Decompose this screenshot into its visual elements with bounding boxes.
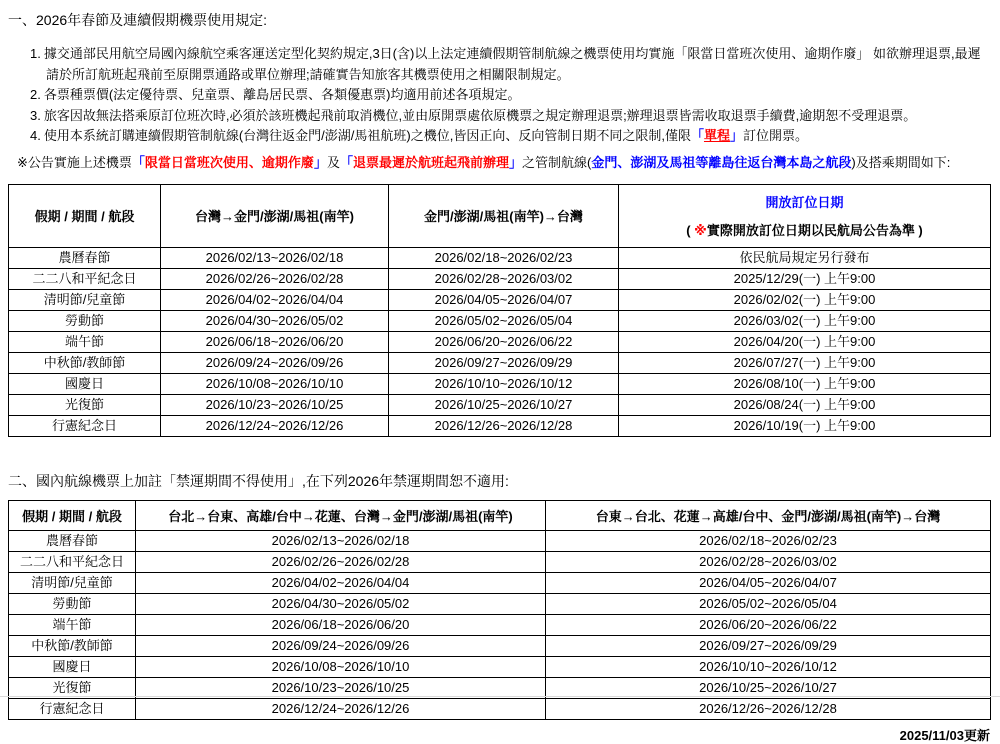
notice-text: 之管制航線( [522, 154, 592, 170]
cell-holiday: 二二八和平紀念日 [9, 551, 136, 572]
section1-heading: 一、2026年春節及連續假期機票使用規定: [8, 12, 268, 28]
table-row [9, 656, 991, 677]
table-row [9, 289, 991, 310]
rules-list [30, 44, 992, 147]
quote-bracket: 「 [131, 154, 145, 170]
table-row [9, 310, 991, 331]
cell-outbound-period: 2026/09/24~2026/09/26 [136, 635, 546, 656]
cell-inbound-period: 2026/10/25~2026/10/27 [389, 394, 619, 415]
rule-text: 旅客因故無法搭乘原訂位班次時,必須於該班機起飛前取消機位,並由原開票處依原機票之規定辦理退票;辦理退票皆需收取退票手續費,逾期恕不受理退票。 [43, 107, 917, 123]
table-row [9, 268, 991, 289]
cell-holiday: 國慶日 [9, 656, 136, 677]
rule-text: 使用本系統訂購連續假期管制航線(台灣往返金門/澎湖/馬祖航班)之機位,皆因正向、反向管制日期不同之限制,僅限 [43, 128, 691, 143]
cell-open-date: 2026/08/24(一) 上午9:00 [619, 394, 991, 415]
cell-inbound-period: 2026/06/20~2026/06/22 [546, 614, 991, 635]
cell-open-date: 2025/12/29(一) 上午9:00 [619, 268, 991, 289]
table-row [9, 551, 991, 572]
cell-outbound-period: 2026/10/23~2026/10/25 [161, 394, 389, 415]
notice-text: ※公告實施上述機票 [17, 154, 132, 170]
cell-open-date: 2026/04/20(一) 上午9:00 [619, 331, 991, 352]
booking-open-dates-table [8, 184, 991, 437]
cell-outbound-period: 2026/04/02~2026/04/04 [136, 572, 546, 593]
notice-text: 及 [326, 154, 340, 170]
cell-holiday: 二二八和平紀念日 [9, 268, 161, 289]
rule-text: 各票種票價(法定優待票、兒童票、離島居民票、各類優惠票)均適用前述各項規定。 [43, 87, 521, 102]
rule-number: 3. [30, 107, 41, 123]
refund-deadline-highlight: 退票最遲於航班起飛前辦理 [352, 154, 509, 170]
table2-header-row [9, 500, 991, 530]
quote-bracket: 「 [339, 154, 353, 170]
cell-inbound-period: 2026/04/05~2026/04/07 [389, 289, 619, 310]
cell-outbound-period: 2026/02/13~2026/02/18 [136, 530, 546, 551]
col-header-open-date [619, 184, 991, 247]
cell-inbound-period: 2026/12/26~2026/12/28 [389, 415, 619, 436]
table-row [9, 698, 991, 719]
cell-inbound-period: 2026/05/02~2026/05/04 [546, 593, 991, 614]
rule-item-3 [30, 106, 992, 127]
table-row [9, 677, 991, 698]
cell-outbound-period: 2026/04/30~2026/05/02 [161, 310, 389, 331]
cell-inbound-period: 2026/05/02~2026/05/04 [389, 310, 619, 331]
cell-holiday: 光復節 [9, 394, 161, 415]
section2-heading: 二、國內航線機票上加註「禁運期間不得使用」,在下列2026年禁運期間恕不適用: [8, 472, 509, 489]
cell-outbound-period: 2026/10/08~2026/10/10 [161, 373, 389, 394]
cell-outbound-period: 2026/12/24~2026/12/26 [161, 415, 389, 436]
note-paren: ( [686, 223, 695, 238]
same-day-use-highlight: 限當日當班次使用、逾期作廢 [144, 154, 314, 170]
cell-inbound-period: 2026/06/20~2026/06/22 [389, 331, 619, 352]
table-row [9, 572, 991, 593]
cell-holiday: 勞動節 [9, 593, 136, 614]
cell-outbound-period: 2026/02/26~2026/02/28 [161, 268, 389, 289]
cell-holiday: 農曆春節 [9, 247, 161, 268]
table1-header-row [9, 184, 991, 247]
cell-holiday: 清明節/兒童節 [9, 289, 161, 310]
cell-inbound-period: 2026/09/27~2026/09/29 [389, 352, 619, 373]
cell-outbound-period: 2026/09/24~2026/09/26 [161, 352, 389, 373]
rule-number: 1. [30, 46, 41, 61]
cell-inbound-period: 2026/02/28~2026/03/02 [389, 268, 619, 289]
rule-item-2 [30, 85, 992, 106]
cell-outbound-period: 2026/02/26~2026/02/28 [136, 551, 546, 572]
open-date-note [619, 220, 990, 239]
quote-bracket: 」 [729, 128, 743, 143]
embargo-periods-table [8, 500, 991, 720]
quote-bracket: 」 [509, 154, 523, 170]
cell-holiday: 勞動節 [9, 310, 161, 331]
cell-holiday: 行憲紀念日 [9, 698, 136, 719]
cell-inbound-period: 2026/10/25~2026/10/27 [546, 677, 991, 698]
col-header-holiday: 假期 / 期間 / 航段 [9, 184, 161, 247]
cell-holiday: 中秋節/教師節 [9, 352, 161, 373]
cell-inbound-period: 2026/10/10~2026/10/12 [546, 656, 991, 677]
cell-holiday: 光復節 [9, 677, 136, 698]
cell-outbound-period: 2026/12/24~2026/12/26 [136, 698, 546, 719]
notice-text: )及搭乘期間如下: [851, 154, 951, 170]
route-highlight: 金門、澎湖及馬祖等離島往返台灣本島之航段 [591, 154, 852, 170]
cell-outbound-period: 2026/10/08~2026/10/10 [136, 656, 546, 677]
table-row [9, 593, 991, 614]
table-row [9, 614, 991, 635]
cell-open-date: 依民航局規定另行發布 [619, 247, 991, 268]
rule-number: 2. [30, 87, 41, 102]
cell-outbound-period: 2026/06/18~2026/06/20 [136, 614, 546, 635]
cell-holiday: 國慶日 [9, 373, 161, 394]
table-row [9, 415, 991, 436]
cell-holiday: 清明節/兒童節 [9, 572, 136, 593]
page-bottom-divider [0, 696, 1000, 697]
table-row [9, 530, 991, 551]
cell-holiday: 行憲紀念日 [9, 415, 161, 436]
cell-outbound-period: 2026/04/02~2026/04/04 [161, 289, 389, 310]
cell-outbound-period: 2026/02/13~2026/02/18 [161, 247, 389, 268]
notice-line [17, 153, 992, 173]
col-header-inbound: 台東→台北、花蓮→高雄/台中、金門/澎湖/馬祖(南竿)→台灣 [546, 500, 991, 530]
cell-open-date: 2026/03/02(一) 上午9:00 [619, 310, 991, 331]
cell-outbound-period: 2026/06/18~2026/06/20 [161, 331, 389, 352]
table-row [9, 331, 991, 352]
rule-number: 4. [30, 128, 41, 143]
cell-inbound-period: 2026/04/05~2026/04/07 [546, 572, 991, 593]
cell-open-date: 2026/02/02(一) 上午9:00 [619, 289, 991, 310]
open-date-title: 開放訂位日期 [765, 195, 844, 210]
rule-item-4 [30, 126, 992, 147]
col-header-holiday: 假期 / 期間 / 航段 [9, 500, 136, 530]
cell-holiday: 端午節 [9, 331, 161, 352]
cell-inbound-period: 2026/12/26~2026/12/28 [546, 698, 991, 719]
quote-bracket: 」 [313, 154, 327, 170]
cell-inbound-period: 2026/10/10~2026/10/12 [389, 373, 619, 394]
cell-open-date: 2026/07/27(一) 上午9:00 [619, 352, 991, 373]
col-header-inbound: 金門/澎湖/馬祖(南竿)→台灣 [389, 184, 619, 247]
table-row [9, 352, 991, 373]
cell-outbound-period: 2026/04/30~2026/05/02 [136, 593, 546, 614]
rule-item-1 [30, 44, 992, 85]
cell-holiday: 端午節 [9, 614, 136, 635]
note-text: 實際開放訂位日期以民航局公告為準 ) [706, 223, 923, 238]
table-row [9, 394, 991, 415]
cell-open-date: 2026/08/10(一) 上午9:00 [619, 373, 991, 394]
table-row [9, 247, 991, 268]
rule-text: 訂位開票。 [743, 128, 809, 143]
cell-outbound-period: 2026/10/23~2026/10/25 [136, 677, 546, 698]
quote-bracket: 「 [690, 128, 704, 143]
cell-holiday: 農曆春節 [9, 530, 136, 551]
cell-inbound-period: 2026/02/18~2026/02/23 [546, 530, 991, 551]
cell-open-date: 2026/10/19(一) 上午9:00 [619, 415, 991, 436]
rule-text: 據交通部民用航空局國內線航空乘客運送定型化契約規定,3日(含)以上法定連續假期管制航線之機票使用均實施「限當日當班次使用、逾期作廢」 如欲辦理退票,最遲請於所訂航班起飛前至原開票通路或單位辦理;請確實告知旅客其機票使用之相關限制規定。 [43, 46, 981, 82]
cell-inbound-period: 2026/02/28~2026/03/02 [546, 551, 991, 572]
cell-holiday: 中秋節/教師節 [9, 635, 136, 656]
table-row [9, 635, 991, 656]
last-updated-label: 2025/11/03更新 [899, 727, 990, 743]
cell-inbound-period: 2026/02/18~2026/02/23 [389, 247, 619, 268]
one-way-highlight: 單程 [703, 128, 730, 143]
cell-inbound-period: 2026/09/27~2026/09/29 [546, 635, 991, 656]
col-header-outbound: 台灣→金門/澎湖/馬祖(南竿) [161, 184, 389, 247]
table-row [9, 373, 991, 394]
col-header-outbound: 台北→台東、高雄/台中→花蓮、台灣→金門/澎湖/馬祖(南竿) [136, 500, 546, 530]
asterisk-mark: ※ [694, 223, 707, 238]
